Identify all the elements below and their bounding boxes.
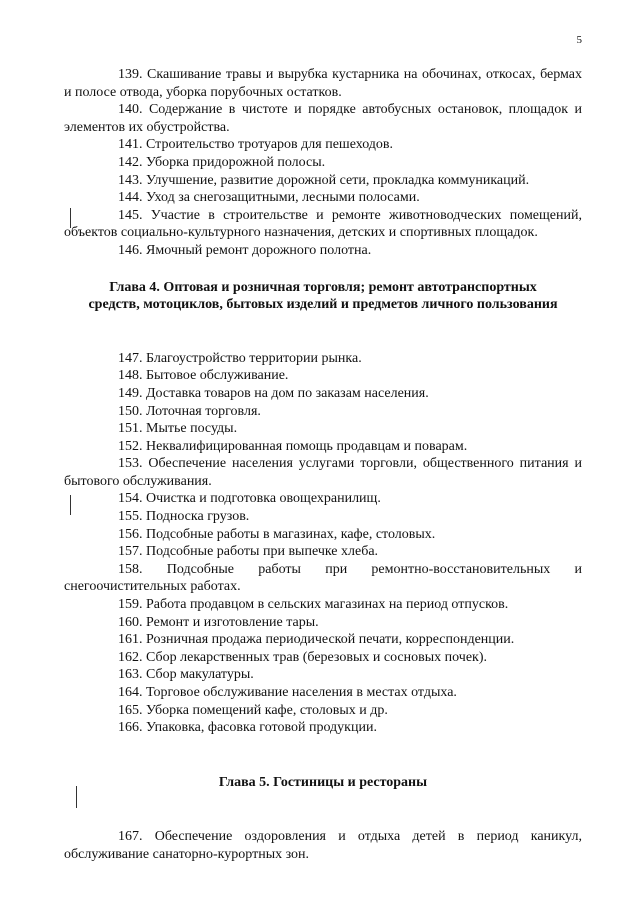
list-item: 150. Лоточная торговля. [118,403,261,419]
list-item: 167. Обеспечение оздоровления и отдыха детей в период каникул, обслуживание санаторно-курортных зон. [64,829,582,862]
list-item: 148. Бытовое обслуживание. [118,368,289,384]
list-item: 147. Благоустройство территории рынка. [118,350,362,366]
list-item: 144. Уход за снегозащитными, лесными полосами. [118,190,420,206]
list-item: 149. Доставка товаров на дом по заказам населения. [118,385,429,401]
chapter-5-title: Глава 5. Гостиницы и рестораны [218,774,428,790]
list-item: 155. Подноска грузов. [118,509,250,525]
list-item: 146. Ямочный ремонт дорожного полотна. [118,242,372,258]
list-item: 152. Неквалифицированная помощь продавцам и поварам. [118,438,468,454]
list-item: 159. Работа продавцом в сельских магазинах на период отпусков. [118,597,509,613]
list-item: 166. Упаковка, фасовка готовой продукции. [118,720,377,736]
list-item: 163. Сбор макулатуры. [118,667,254,683]
chapter-4-title: Глава 4. Оптовая и розничная торговля; ремонт автотранспортных средств, мотоциклов, бытовых изделий и предметов личного пользования [88,279,558,313]
list-item: 164. Торговое обслуживание населения в местах отдыха. [118,685,457,700]
list-item: 165. Уборка помещений кафе, столовых и др. [118,702,388,718]
list-item: 162. Сбор лекарственных трав (березовых и сосновых почек). [118,649,488,665]
list-item: 140. Содержание в чистоте и порядке автобусных остановок, площадок и элементов их обустройства. [64,102,582,135]
list-item: 141. Строительство тротуаров для пешеходов. [118,137,394,153]
list-item: 157. Подсобные работы при выпечке хлеба. [118,544,379,560]
list-item: 143. Улучшение, развитие дорожной сети, прокладка коммуникаций. [118,172,530,188]
list-item: 158. Подсобные работы при ремонтно-восстановительных и снегоочистительных работах. [64,561,582,595]
list-item: 151. Мытье посуды. [118,421,238,437]
list-item: 145. Участие в строительстве и ремонте животноводческих помещений, объектов социально-культурного назначения, детских и спортивных площадок. [64,207,582,241]
page-number: 5 [576,34,582,46]
list-item: 153. Обеспечение населения услугами торговли, общественного питания и бытового обслуживания. [64,456,582,489]
list-block-roads [64,66,582,260]
list-block-trade [64,350,582,737]
list-item: 154. Очистка и подготовка овощехранилищ. [118,491,381,507]
list-block-hotels [64,828,582,863]
list-item: 160. Ремонт и изготовление тары. [118,614,319,630]
list-item: 156. Подсобные работы в магазинах, кафе, столовых. [118,526,436,542]
list-item: 142. Уборка придорожной полосы. [118,154,326,170]
list-item: 161. Розничная продажа периодической печати, корреспонденции. [118,632,515,648]
list-item: 139. Скашивание травы и вырубка кустарника на обочинах, откосах, бермах и полосе отвода, уборка порубочных остатков. [64,67,582,100]
document-body [64,66,582,864]
